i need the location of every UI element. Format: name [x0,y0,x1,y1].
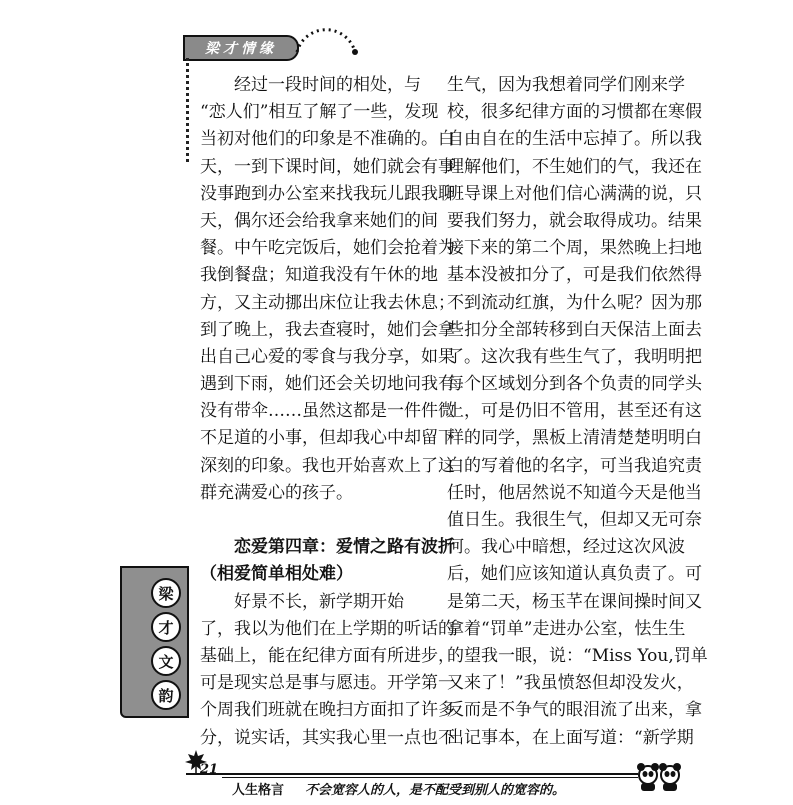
text-line: 样的同学，黑板上清清楚楚明明白 [447,428,702,449]
text-line: 餐。中午吃完饭后，她们会抢着为 [200,238,455,259]
text-line: 基本没被扣分了，可是我们依然得 [447,265,702,286]
footer-quote: 不会宽容人的人，是不配受到别人的宽容的。 [305,783,566,798]
text-line: 了。这次我有些生气了，我明明把 [447,346,702,367]
text-line: 我倒餐盘；知道我没有午休的地 [200,265,438,286]
badge-char: 才 [151,612,181,642]
text-line: 上，可是仍旧不管用，甚至还有这 [447,401,702,422]
text-line: 要我们努力，就会取得成功。结果 [447,210,702,231]
text-line: 不到流动红旗，为什么呢？因为那 [447,292,702,313]
text-line: 后，她们应该知道认真负责了。可 [447,564,702,585]
panda-icon [636,757,684,793]
text-line: “恋人们”相互了解了一些，发现 [200,102,439,123]
text-line: 不足道的小事，但却我心中却留下 [200,428,455,449]
text-line: 基础上，能在纪律方面有所进步， [200,645,455,666]
text-line: 又来了！”我虽愤怒但却没发火， [447,673,694,694]
text-line: 出记事本，在上面写道：“新学期 [447,727,694,748]
text-line: 白的写着他的名字，可当我追究责 [447,455,702,476]
text-line: 遇到下雨，她们还会关切地问我有 [200,374,455,395]
text-line: （相爱简单相处难） [200,564,353,585]
text-line: 拿着“罚单”走进办公室，怯生生 [447,618,686,639]
text-line: 些扣分全部转移到白天保洁上面去 [447,319,702,340]
footer-label: 人生格言 [232,783,285,798]
badge-char: 文 [151,646,181,676]
text-line: 班导课上对他们信心满满的说，只 [447,183,702,204]
text-line: 天，偶尔还会给我拿来她们的间 [200,210,438,231]
text-line: 了，我以为他们在上学期的听话的 [200,618,455,639]
right-column [447,72,708,752]
text-line: 出自己心爱的零食与我分享，如果 [200,346,455,367]
text-line: 的望我一眼，说：“Miss You,罚单 [447,645,708,666]
left-column [200,72,455,752]
vertical-dotted-line [186,58,193,162]
text-line [200,507,422,534]
footer-rule [186,773,638,775]
text-line: 到了晚上，我去查寝时，她们会拿 [200,319,455,340]
dotted-arc-decoration [295,12,365,62]
text-line: 是第二天，杨玉芊在课间操时间又 [447,591,702,612]
section-header-tab [183,35,299,61]
text-line: 当初对他们的印象是不准确的。白 [200,129,455,150]
text-line: 接下来的第二个周，果然晚上扫地 [447,238,702,259]
side-badge-chars [150,578,182,710]
text-line: 好景不长，新学期开始 [200,591,404,612]
text-line: 可是现实总是事与愿违。开学第一 [200,673,455,694]
badge-char: 梁 [151,578,181,608]
text-line: 方，又主动挪出床位让我去休息； [200,292,455,313]
text-line: 天，一到下课时间，她们就会有事 [200,156,455,177]
text-line: 任时，他居然说不知道今天是他当 [447,482,702,503]
text-line: 理解他们，不生她们的气，我还在 [447,156,702,177]
text-line: 分，说实话，其实我心里一点也不 [200,727,455,748]
text-line: 恋爱第四章：爱情之路有波折 [200,537,455,558]
text-line: 没事跑到办公室来找我玩儿跟我聊 [200,183,455,204]
text-line: 生气，因为我想着同学们刚来学 [447,75,685,95]
section-label: 梁才情缘 [205,41,277,57]
text-line: 个周我们班就在晚扫方面扣了许多 [200,700,455,721]
badge-char: 韵 [151,680,181,710]
text-line: 群充满爱心的孩子。 [200,482,353,503]
text-line: 校，很多纪律方面的习惯都在寒假 [447,102,702,123]
footer-rule-thin [222,777,638,778]
text-line: 何。我心中暗想，经过这次风波 [447,537,685,558]
text-line: 反而是不争气的眼泪流了出来，拿 [447,700,702,721]
text-line: 自由自在的生活中忘掉了。所以我 [447,129,702,150]
text-line: 值日生。我很生气，但却又无可奈 [447,510,702,530]
text-line: 深刻的印象。我也开始喜欢上了这 [200,455,455,476]
text-line: 没有带伞……虽然这都是一件件微 [200,401,455,422]
text-line: 每个区域划分到各个负责的同学头 [447,374,702,395]
page-number: 21 [200,762,219,777]
text-line: 经过一段时间的相处，与 [200,75,421,95]
